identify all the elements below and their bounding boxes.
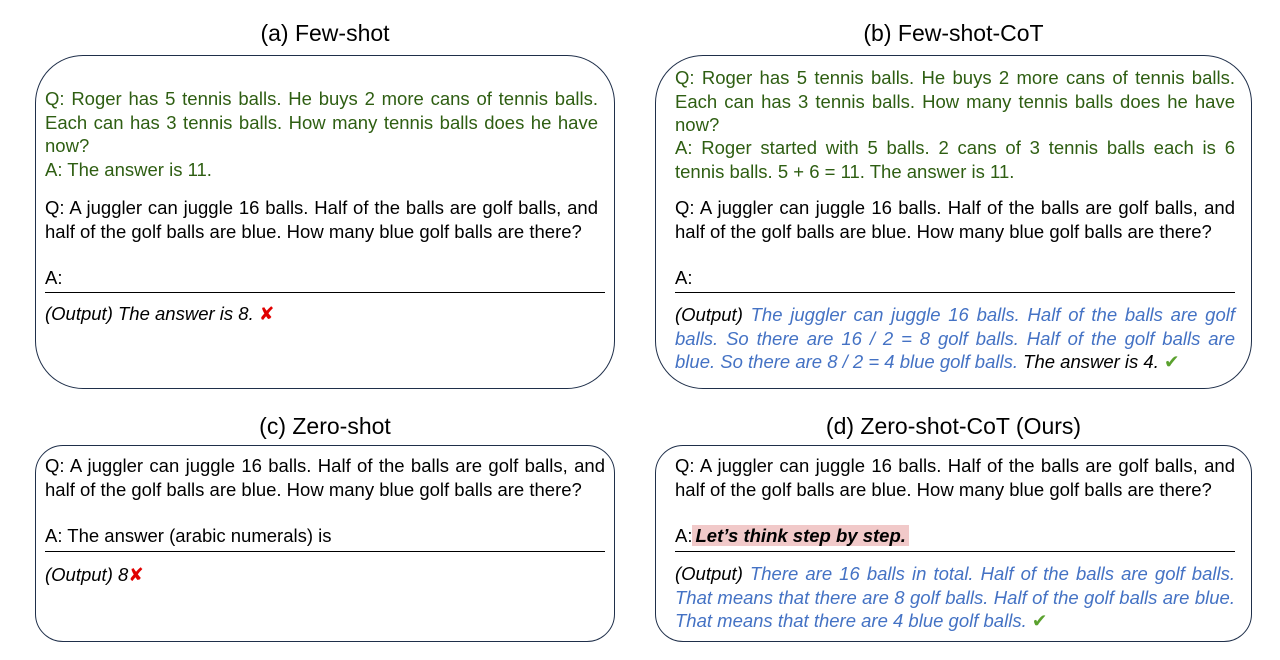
- panel-d-divider: [675, 551, 1235, 552]
- panel-a-divider: [45, 292, 605, 293]
- panel-d-question: Q: A juggler can juggle 16 balls. Half of the balls are golf balls, and half of the golf balls are blue. How many blue golf balls are there?: [675, 455, 1235, 500]
- panel-b-question: Q: A juggler can juggle 16 balls. Half of the balls are golf balls, and half of the golf balls are blue. How many blue golf balls are there?: [675, 197, 1235, 242]
- panel-c-title: (c) Zero-shot: [259, 413, 391, 439]
- panel-a-title: (a) Few-shot: [260, 20, 390, 46]
- answer-prefix: A:: [675, 525, 693, 546]
- panel-b-example-question: Q: Roger has 5 tennis balls. He buys 2 more cans of tennis balls. Each can has 3 tennis balls. How many tennis balls does he have now?: [675, 67, 1235, 135]
- panel-b-title: (b) Few-shot-CoT: [863, 20, 1044, 46]
- panel-b-divider: [675, 292, 1235, 293]
- output-label: (Output): [45, 303, 113, 324]
- panel-d-output: [675, 562, 1235, 634]
- output-reasoning: The juggler can juggle 16 balls. Half of the balls are golf balls. So there are 16 / 2 = 8 golf balls. Half of the golf balls are blue. So there are 8 / 2 = 4 blue golf balls.: [675, 304, 1235, 372]
- output-label: (Output): [45, 564, 113, 585]
- panel-c-divider: [45, 551, 605, 552]
- output-label: (Output): [675, 304, 743, 325]
- panel-a-question: Q: A juggler can juggle 16 balls. Half of the balls are golf balls, and half of the golf balls are blue. How many blue golf balls are there?: [45, 197, 598, 242]
- cross-mark-icon: ✘: [258, 304, 275, 325]
- panel-a-answer-prefix: A:: [45, 267, 63, 288]
- panel-c-answer-prompt: A: The answer (arabic numerals) is: [45, 525, 332, 546]
- panel-a-output: [45, 302, 598, 327]
- panel-a-example-answer: A: The answer is 11.: [45, 159, 212, 180]
- check-mark-icon: ✔: [1164, 352, 1180, 373]
- panel-c-question: Q: A juggler can juggle 16 balls. Half of the balls are golf balls, and half of the golf balls are blue. How many blue golf balls are there?: [45, 455, 605, 500]
- panel-b-example-answer: A: Roger started with 5 balls. 2 cans of 3 tennis balls each is 6 tennis balls. 5 + 6 = 11. The answer is 11.: [675, 137, 1235, 182]
- panel-a-example-question: Q: Roger has 5 tennis balls. He buys 2 more cans of tennis balls. Each can has 3 tennis balls. How many tennis balls does he have now?: [45, 88, 598, 156]
- panel-d-title: (d) Zero-shot-CoT (Ours): [825, 413, 1082, 439]
- output-answer: The answer is 4.: [1023, 351, 1159, 372]
- panel-b-output: [675, 303, 1235, 375]
- output-answer: 8: [118, 564, 129, 585]
- output-label: (Output): [675, 563, 743, 584]
- trigger-prompt-highlight: Let’s think step by step.: [692, 525, 908, 546]
- panel-b-answer-prefix: A:: [675, 267, 693, 288]
- check-mark-icon: ✔: [1031, 611, 1048, 632]
- panel-c-output: [45, 563, 605, 588]
- panel-d-answer: [675, 524, 1235, 548]
- output-answer: The answer is 8.: [118, 303, 254, 324]
- output-reasoning: There are 16 balls in total. Half of the balls are golf balls. That means that there are 8 golf balls. Half of the golf balls are blue. That means that there are 4 blue golf balls.: [675, 563, 1235, 631]
- cross-mark-icon: ✘: [128, 565, 144, 586]
